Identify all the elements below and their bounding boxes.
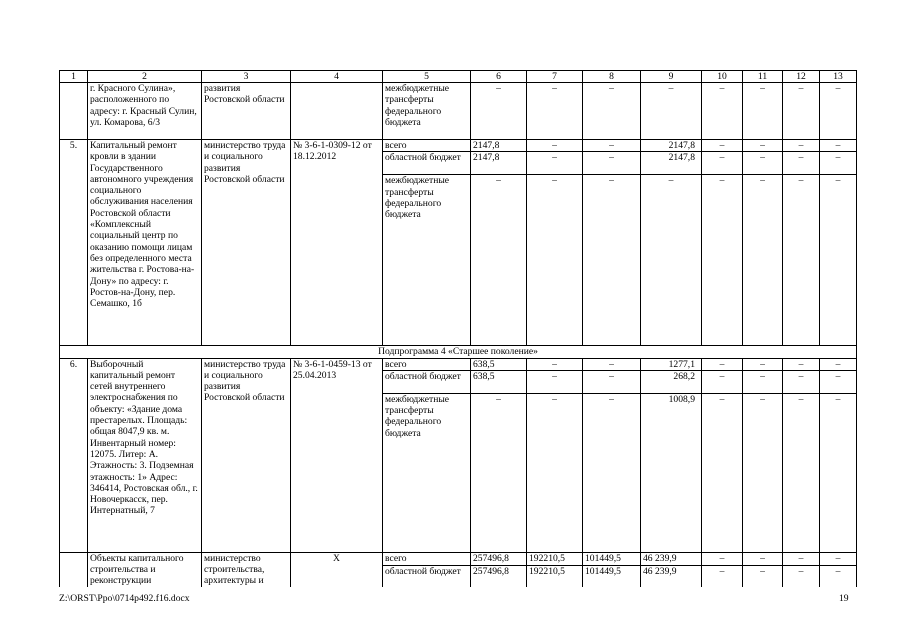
value-cell: – — [527, 358, 583, 370]
object-name: Капитальный ремонт кровли в здании Государственного автономного учреждения социального обслуживания населения Ростовской области «Комплексный социальный центр по оказанию помощи лицам без определенного места жительства г. Ростова-на-Дону» по адресу: г. Ростов-на-Дону, пер. Семашко, 1б — [88, 140, 202, 346]
value-cell: – — [702, 152, 743, 175]
value-cell: – — [783, 565, 820, 587]
value-cell: – — [783, 175, 820, 346]
value-cell: – — [743, 393, 783, 552]
value-cell: – — [641, 175, 702, 346]
value-cell: – — [783, 83, 820, 140]
value-cell: – — [820, 175, 857, 346]
responsible-org: министерство строительства, архитектуры и — [202, 552, 291, 586]
column-number: 8 — [583, 71, 641, 83]
value-cell: – — [743, 565, 783, 587]
value-cell: – — [743, 358, 783, 370]
funding-source: межбюджетные трансферты федерального бюджета — [383, 175, 471, 346]
value-cell: 2147,8 — [641, 152, 702, 175]
value-cell: – — [527, 370, 583, 393]
funding-source: всего — [383, 140, 471, 152]
value-cell: – — [783, 370, 820, 393]
value-cell: – — [820, 140, 857, 152]
value-cell: – — [527, 152, 583, 175]
value-cell: 101449,5 — [583, 552, 641, 565]
value-cell: 192210,5 — [527, 552, 583, 565]
subprogram-title: Подпрограмма 4 «Старшее поколение» — [60, 346, 857, 358]
column-number: 7 — [527, 71, 583, 83]
column-number: 2 — [88, 71, 202, 83]
row-number: 5. — [60, 140, 88, 346]
column-number: 13 — [820, 71, 857, 83]
object-name: Объекты капитального строительства и реконструкции — [88, 552, 202, 586]
funding-source: всего — [383, 552, 471, 565]
value-cell: 268,2 — [641, 370, 702, 393]
table-row — [60, 140, 857, 152]
value-cell: 257496,8 — [471, 565, 527, 587]
row-number — [60, 552, 88, 586]
table-row — [60, 358, 857, 370]
value-cell: – — [583, 140, 641, 152]
value-cell: 638,5 — [471, 370, 527, 393]
value-cell: – — [702, 358, 743, 370]
value-cell: 638,5 — [471, 358, 527, 370]
value-cell: – — [820, 565, 857, 587]
column-number-row — [60, 71, 857, 83]
value-cell: – — [527, 393, 583, 552]
value-cell: – — [783, 358, 820, 370]
value-cell: – — [820, 552, 857, 565]
value-cell: – — [702, 175, 743, 346]
budget-table — [59, 70, 857, 587]
value-cell: – — [783, 152, 820, 175]
value-cell: – — [820, 358, 857, 370]
row-number — [60, 83, 88, 140]
column-number: 3 — [202, 71, 291, 83]
value-cell: – — [702, 83, 743, 140]
document-ref: № 3-6-1-0459-13 от 25.04.2013 — [291, 358, 383, 552]
column-number: 6 — [471, 71, 527, 83]
value-cell: – — [783, 393, 820, 552]
value-cell: – — [583, 175, 641, 346]
value-cell: 257496,8 — [471, 552, 527, 565]
value-cell: – — [743, 175, 783, 346]
column-number: 11 — [743, 71, 783, 83]
value-cell: – — [820, 83, 857, 140]
value-cell: – — [583, 393, 641, 552]
value-cell: – — [783, 140, 820, 152]
document-ref: № 3-6-1-0309-12 от 18.12.2012 — [291, 140, 383, 346]
column-number: 12 — [783, 71, 820, 83]
value-cell: 2147,8 — [641, 140, 702, 152]
table-row — [60, 83, 857, 140]
value-cell: – — [641, 83, 702, 140]
funding-source: областной бюджет — [383, 370, 471, 393]
document-ref: Х — [291, 552, 383, 586]
value-cell: – — [783, 552, 820, 565]
value-cell: – — [527, 175, 583, 346]
value-cell: – — [702, 140, 743, 152]
value-cell: 46 239,9 — [641, 565, 702, 587]
value-cell: – — [527, 140, 583, 152]
column-number: 4 — [291, 71, 383, 83]
value-cell: – — [820, 152, 857, 175]
funding-source: областной бюджет — [383, 152, 471, 175]
funding-source: всего — [383, 358, 471, 370]
value-cell: – — [471, 393, 527, 552]
value-cell: 1008,9 — [641, 393, 702, 552]
value-cell: – — [471, 83, 527, 140]
value-cell: – — [702, 565, 743, 587]
value-cell: – — [702, 393, 743, 552]
value-cell: 2147,8 — [471, 152, 527, 175]
budget-table-page — [59, 70, 856, 587]
page-number: 19 — [839, 593, 849, 604]
value-cell: – — [471, 175, 527, 346]
column-number: 9 — [641, 71, 702, 83]
value-cell: 1277,1 — [641, 358, 702, 370]
footer-file-path: Z:\ORST\Ppo\0714p492.f16.docx — [59, 593, 190, 604]
value-cell: – — [743, 140, 783, 152]
value-cell: 46 239,9 — [641, 552, 702, 565]
value-cell: – — [820, 370, 857, 393]
responsible-org: министерство труда и социального развития Ростовской области — [202, 358, 291, 552]
column-number: 1 — [60, 71, 88, 83]
funding-source: межбюджетные трансферты федерального бюджета — [383, 393, 471, 552]
value-cell: – — [702, 552, 743, 565]
responsible-org: министерство труда и социального развития Ростовской области — [202, 140, 291, 346]
table-row — [60, 552, 857, 565]
subprogram-row — [60, 346, 857, 358]
value-cell: – — [743, 83, 783, 140]
value-cell: – — [583, 152, 641, 175]
value-cell: – — [583, 83, 641, 140]
value-cell: – — [583, 358, 641, 370]
funding-source: областной бюджет — [383, 565, 471, 587]
column-number: 5 — [383, 71, 471, 83]
document-ref — [291, 83, 383, 140]
value-cell: 192210,5 — [527, 565, 583, 587]
value-cell: – — [743, 370, 783, 393]
row-number: 6. — [60, 358, 88, 552]
value-cell: – — [527, 83, 583, 140]
value-cell: – — [743, 552, 783, 565]
value-cell: – — [820, 393, 857, 552]
value-cell: 101449,5 — [583, 565, 641, 587]
value-cell: – — [583, 370, 641, 393]
object-name: Выборочный капитальный ремонт сетей внутреннего электроснабжения по объекту: «Здание дома престарелых. Площадь: общая 8047,9 кв. м. Инвентарный номер: 12075. Литер: А. Этажность: 3. Подземная этажность: 1» Адрес: 346414, Ростовская обл., г. Новочеркасск, пер. Интернатный, 7 — [88, 358, 202, 552]
value-cell: 2147,8 — [471, 140, 527, 152]
responsible-org: развития Ростовской области — [202, 83, 291, 140]
funding-source: межбюджетные трансферты федерального бюджета — [383, 83, 471, 140]
column-number: 10 — [702, 71, 743, 83]
value-cell: – — [743, 152, 783, 175]
value-cell: – — [702, 370, 743, 393]
object-name: г. Красного Сулина», расположенного по адресу: г. Красный Сулин, ул. Комарова, 6/3 — [88, 83, 202, 140]
